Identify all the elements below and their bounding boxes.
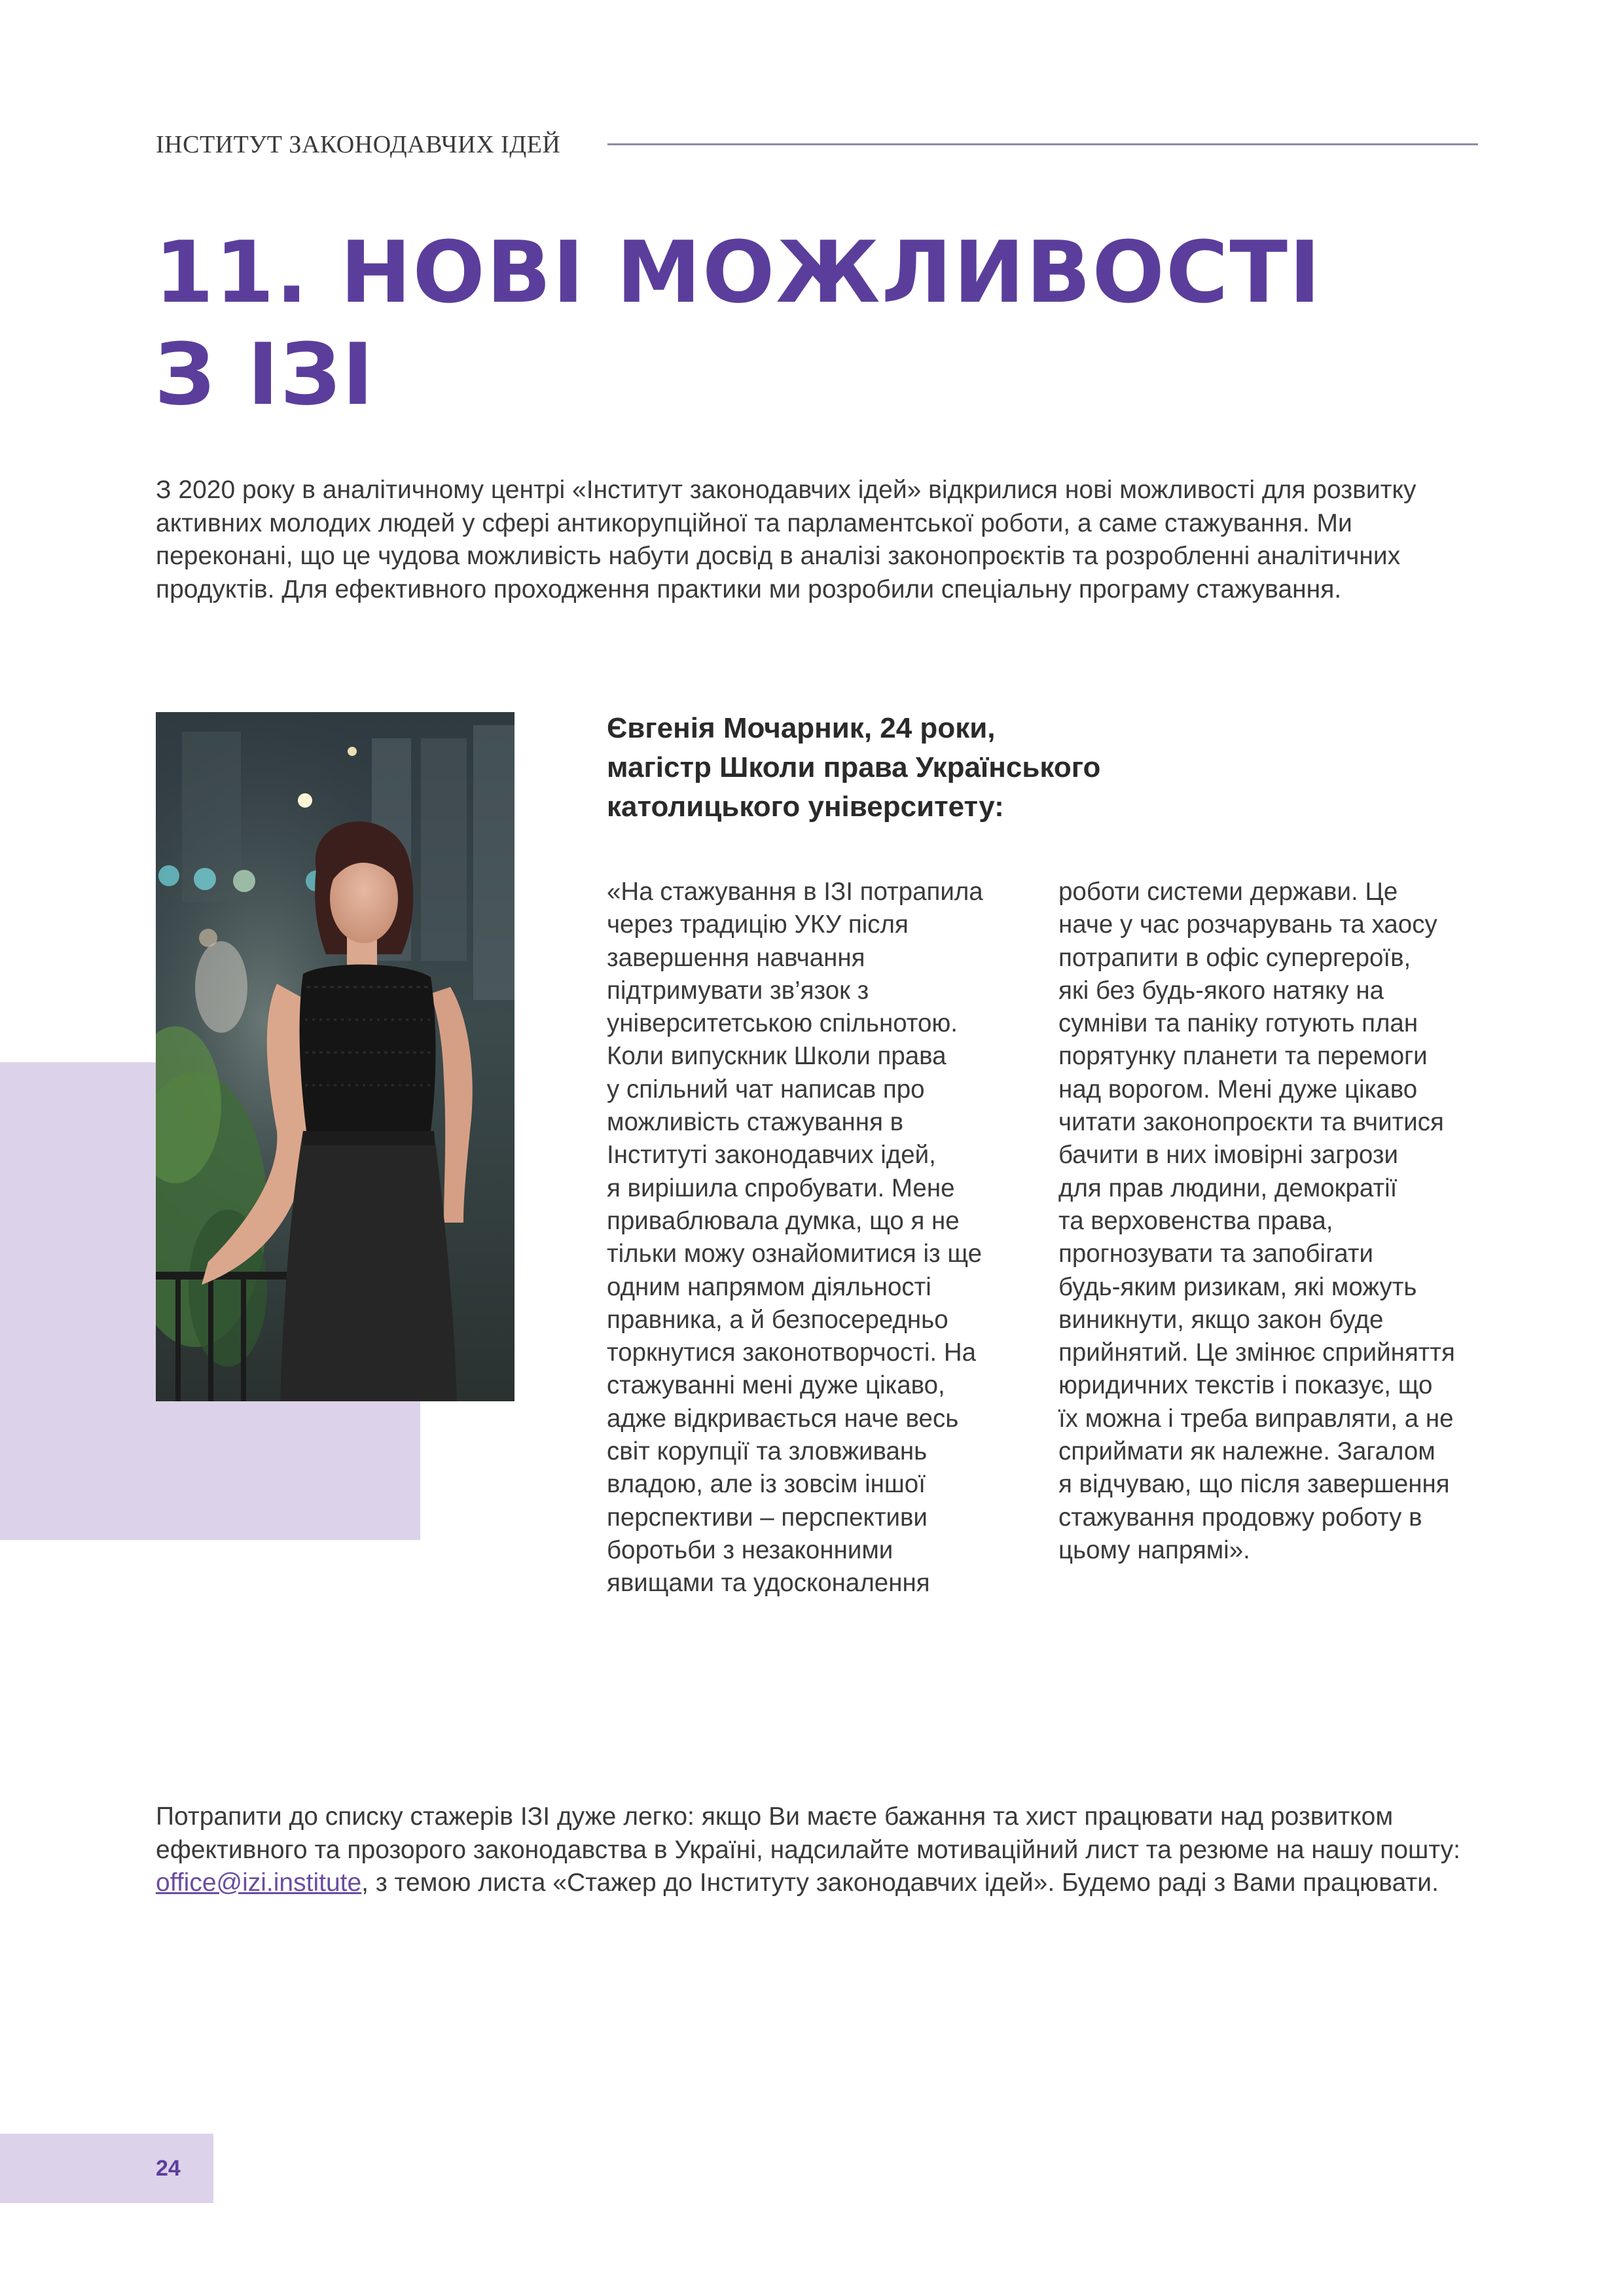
quote-line: стажуванні мені дуже цікаво,: [607, 1371, 945, 1400]
org-name: ІНСТИТУТ ЗАКОНОДАВЧИХ ІДЕЙ: [156, 131, 561, 158]
quote-line: у спільний чат написав про: [607, 1075, 925, 1103]
page-number-box: [0, 2134, 213, 2203]
quote-line: адже відкривається наче весь: [607, 1404, 959, 1433]
quote-line: завершення навчання: [607, 943, 865, 972]
quote-line: світ корупції та зловживань: [607, 1437, 928, 1466]
intern-name-line-3: католицького університету:: [607, 791, 1004, 823]
quote-line: «На стажування в ІЗІ потрапила: [607, 878, 983, 906]
quote-line: сприймати як належне. Загалом: [1058, 1437, 1435, 1466]
quote-line: боротьби з незаконними: [607, 1535, 893, 1564]
page-number: 24: [156, 2156, 181, 2181]
email-link[interactable]: office@izi.institute: [156, 1869, 362, 1897]
quote-line: над ворогом. Мені дуже цікаво: [1058, 1075, 1418, 1103]
section-title-line-1: 11. НОВІ МОЖЛИВОСТІ: [154, 223, 1322, 322]
intern-name-line-1: Євгенія Мочарник, 24 роки,: [607, 712, 996, 744]
quote-line: торкнутися законотворчості. На: [607, 1338, 977, 1367]
quote-column-2: [1058, 876, 1455, 1567]
outro-text-after: , з темою листа «Стажер до Інституту законодавчих ідей». Будемо раді з Вами працювати.: [361, 1869, 1439, 1897]
quote-line: правника, а й безпосередньо: [607, 1305, 948, 1334]
quote-line: Коли випускник Школи права: [607, 1042, 947, 1071]
quote-line: я вирішила спробувати. Мене: [607, 1174, 955, 1202]
quote-line: юридичних текстів і показує, що: [1058, 1371, 1433, 1400]
quote-line: підтримувати зв’язок з: [607, 976, 869, 1005]
quote-column-1: [607, 876, 983, 1600]
quote-line: стажування продовжу роботу в: [1058, 1503, 1422, 1532]
intern-name-heading: [607, 709, 1392, 827]
quote-line: прогнозувати та запобігати: [1058, 1240, 1373, 1268]
quote-line: владою, але із зовсім іншої: [607, 1470, 926, 1499]
quote-line: бачити в них імовірні загрози: [1058, 1141, 1399, 1170]
quote-line: порятунку планети та перемоги: [1058, 1042, 1428, 1071]
quote-line: перспективи – перспективи: [607, 1503, 928, 1532]
quote-line: можливість стажування в: [607, 1108, 904, 1137]
outro-text-before: Потрапити до списку стажерів ІЗІ дуже легко: якщо Ви маєте бажання та хист працювати над розвитком ефективного та прозорого законодавства в Україні, надсилайте мотиваційний лист та резюме на нашу пошту:: [156, 1803, 1460, 1864]
outro-paragraph: [156, 1801, 1478, 1900]
quote-line: приваблювала думка, що я не: [607, 1206, 960, 1235]
quote-line: виникнути, якщо закон буде: [1058, 1305, 1384, 1334]
quote-line: цьому напрямі».: [1058, 1535, 1250, 1564]
portrait-photo: [156, 712, 514, 1401]
intro-paragraph: З 2020 року в аналітичному центрі «Інститут законодавчих ідей» відкрилися нові можливості для розвитку активних молодих людей у сфері антикорупційної та парламентської роботи, а саме стажування. Ми переконані, що це чудова можливість набути досвід в аналізі законопроєктів та розробленні аналітичних продуктів. Для ефективного проходження практики ми розробили спеціальну програму стажування.: [156, 476, 1416, 603]
quote-line: я відчуваю, що після завершення: [1058, 1470, 1450, 1499]
header-rule: [607, 143, 1478, 145]
quote-line: та верховенства права,: [1058, 1206, 1333, 1235]
quote-line: Інституті законодавчих ідей,: [607, 1141, 936, 1170]
quote-line: які без будь-якого натяку на: [1058, 976, 1384, 1005]
quote-line: їх можна і треба виправляти, а не: [1058, 1404, 1454, 1433]
quote-line: будь-яким ризикам, які можуть: [1058, 1272, 1417, 1301]
quote-line: тільки можу ознайомитися із ще: [607, 1240, 983, 1268]
quote-line: прийнятий. Це змінює сприйняття: [1058, 1338, 1455, 1367]
section-title: [154, 221, 1322, 425]
quote-line: роботи системи держави. Це: [1058, 878, 1398, 906]
section-title-line-2: З ІЗІ: [154, 325, 375, 424]
quote-line: університетською спільнотою.: [607, 1009, 958, 1038]
quote-line: потрапити в офіс супергероїв,: [1058, 943, 1411, 972]
page-header: [156, 128, 1478, 161]
quote-line: через традицію УКУ після: [607, 910, 909, 939]
quote-line: сумніви та паніку готують план: [1058, 1009, 1418, 1038]
quote-line: одним напрямом діяльності: [607, 1272, 931, 1301]
intern-name-line-2: магістр Школи права Українського: [607, 751, 1101, 783]
quote-line: для прав людини, демократії: [1058, 1174, 1398, 1202]
quote-line: явищами та удосконалення: [607, 1569, 930, 1598]
quote-line: наче у час розчарувань та хаосу: [1058, 910, 1437, 939]
quote-line: читати законопроєкти та вчитися: [1058, 1108, 1444, 1137]
